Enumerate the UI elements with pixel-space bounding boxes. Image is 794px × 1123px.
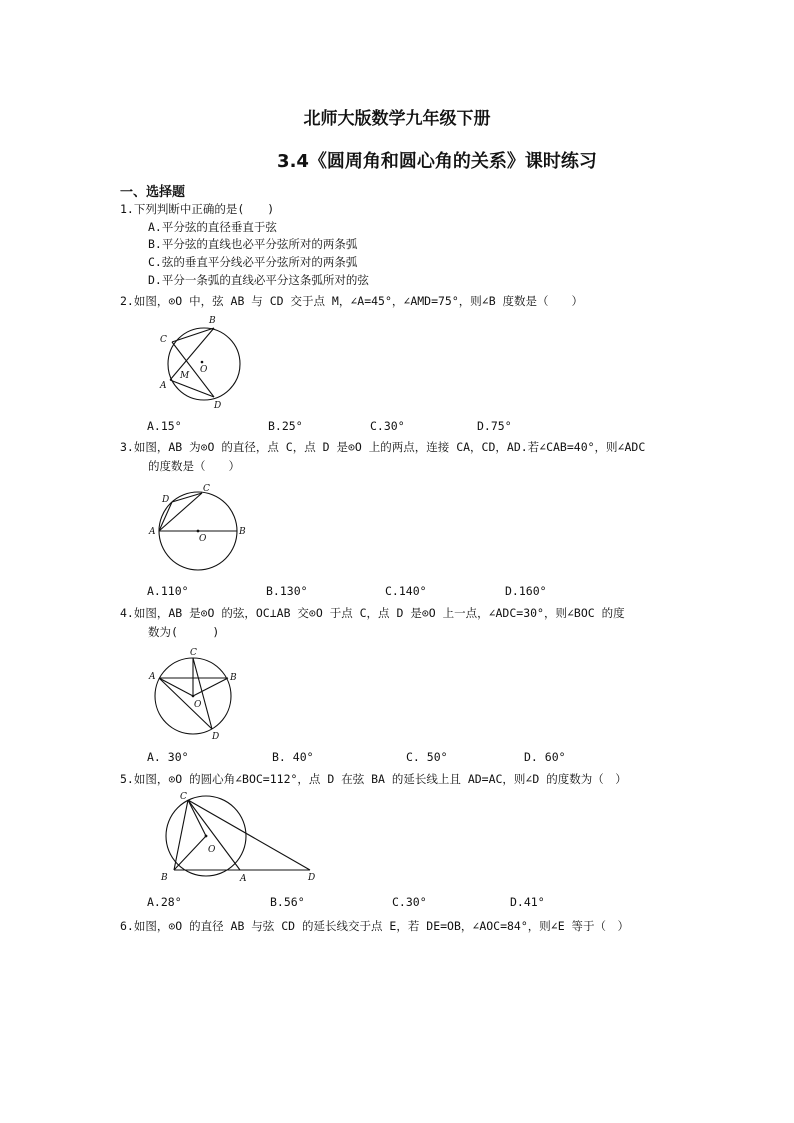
q2-label-d: D bbox=[214, 401, 222, 411]
question-1-option-b: B.平分弦的直线也必平分弦所对的两条弧 bbox=[148, 237, 358, 251]
question-4-stem: 4.如图，AB 是⊙O 的弦，OC⊥AB 交⊙O 于点 C，点 D 是⊙O 上一点，∠ADC=30°，则∠BOC 的度 bbox=[120, 606, 625, 620]
question-2-stem: 2.如图，⊙O 中，弦 AB 与 CD 交于点 M，∠A=45°，∠AMD=75°，则∠B 度数是（ ） bbox=[120, 294, 584, 308]
q5-label-o: O bbox=[208, 845, 216, 855]
question-2-figure bbox=[154, 312, 248, 412]
q2-label-c: C bbox=[160, 335, 167, 345]
question-3-stem: 3.如图，AB 为⊙O 的直径，点 C，点 D 是⊙O 上的两点，连接 CA，CD，AD.若∠CAB=40°，则∠ADC bbox=[120, 440, 646, 454]
question-5-figure bbox=[156, 790, 324, 884]
question-5-option-c: C.30° bbox=[392, 895, 427, 909]
question-4-option-c: C. 50° bbox=[406, 750, 448, 764]
question-2-option-b: B.25° bbox=[268, 419, 303, 433]
q3-label-o: O bbox=[199, 534, 207, 544]
q5-label-b: B bbox=[161, 873, 168, 883]
q5-label-c: C bbox=[180, 792, 187, 802]
question-3-figure bbox=[146, 482, 248, 576]
question-4-stem-continued: 数为( ) bbox=[148, 625, 220, 639]
q5-label-a: A bbox=[240, 874, 247, 884]
question-4-figure bbox=[146, 646, 242, 742]
question-2-option-d: D.75° bbox=[477, 419, 512, 433]
q5-label-d: D bbox=[308, 873, 316, 883]
question-4-option-d: D. 60° bbox=[524, 750, 566, 764]
question-4-option-b: B. 40° bbox=[272, 750, 314, 764]
question-1-option-d: D.平分一条弧的直线必平分这条弧所对的弦 bbox=[148, 273, 369, 287]
question-2-option-c: C.30° bbox=[370, 419, 405, 433]
q2-label-b: B bbox=[209, 316, 216, 326]
question-5-option-b: B.56° bbox=[270, 895, 305, 909]
q3-label-a: A bbox=[149, 527, 156, 537]
question-3-option-d: D.160° bbox=[505, 584, 547, 598]
question-4-option-a: A. 30° bbox=[147, 750, 189, 764]
question-3-stem-continued: 的度数是（ ） bbox=[148, 459, 240, 473]
page-title: 北师大版数学九年级下册 bbox=[303, 109, 491, 129]
q4-label-o: O bbox=[194, 700, 202, 710]
question-3-option-a: A.110° bbox=[147, 584, 189, 598]
question-5-option-d: D.41° bbox=[510, 895, 545, 909]
q4-label-b: B bbox=[230, 673, 237, 683]
question-3-option-b: B.130° bbox=[266, 584, 308, 598]
question-6-stem: 6.如图，⊙O 的直径 AB 与弦 CD 的延长线交于点 E，若 DE=OB，∠AOC=84°，则∠E 等于（ ） bbox=[120, 919, 630, 933]
page-subtitle: 3.4《圆周角和圆心角的关系》课时练习 bbox=[277, 151, 597, 172]
question-5-option-a: A.28° bbox=[147, 895, 182, 909]
q3-label-c: C bbox=[203, 484, 210, 494]
q2-label-o: O bbox=[200, 365, 208, 375]
question-1-stem: 1.下列判断中正确的是( ) bbox=[120, 202, 275, 216]
q4-label-c: C bbox=[190, 648, 197, 658]
q4-label-d: D bbox=[212, 732, 220, 742]
question-2-option-a: A.15° bbox=[147, 419, 182, 433]
question-1-option-c: C.弦的垂直平分线必平分弦所对的两条弧 bbox=[148, 255, 358, 269]
question-5-stem: 5.如图，⊙O 的圆心角∠BOC=112°，点 D 在弦 BA 的延长线上且 AD=AC，则∠D 的度数为（ ） bbox=[120, 772, 627, 786]
q2-label-a: A bbox=[160, 381, 167, 391]
q3-label-b: B bbox=[239, 527, 246, 537]
section-heading: 一、选择题 bbox=[120, 185, 186, 200]
q2-label-m: M bbox=[180, 371, 190, 381]
question-1-option-a: A.平分弦的直径垂直于弦 bbox=[148, 220, 277, 234]
q3-label-d: D bbox=[162, 495, 170, 505]
q4-label-a: A bbox=[149, 672, 156, 682]
question-3-option-c: C.140° bbox=[385, 584, 427, 598]
